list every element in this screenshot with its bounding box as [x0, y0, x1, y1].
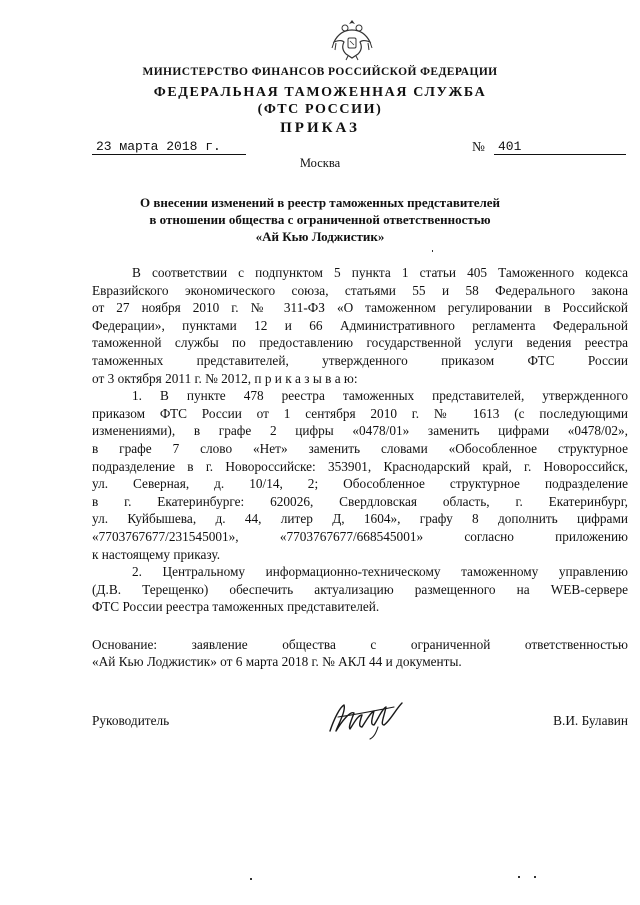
text-line: ул. Северная, д. 10/14, 2; Обособленное структурное подразделение — [92, 476, 628, 492]
item-1-paragraph — [92, 387, 628, 563]
text-line: Основание: заявление общества с ограниченной ответственностью — [92, 636, 628, 652]
order-subject — [0, 194, 640, 245]
signature-block — [92, 705, 628, 745]
text-line: таможенных представителей, утвержденного приказом ФТС России — [92, 352, 628, 368]
basis-paragraph — [92, 636, 628, 671]
preamble-paragraph — [92, 264, 628, 387]
order-number: 401 — [494, 139, 626, 155]
text-line: 1. В пункте 478 реестра таможенных представителей, утвержденного — [132, 388, 628, 404]
scan-speck — [518, 876, 520, 878]
text-line: (Д.В. Терещенко) обеспечить актуализацию размещенного на WEB-сервере — [92, 581, 628, 597]
service-name — [0, 84, 640, 118]
text-line: Евразийского экономического союза, статьями 55 и 58 Федерального закона — [92, 282, 628, 298]
scan-speck — [432, 250, 433, 252]
text-line: изменениями), в графе 2 цифры «0478/01» заменить цифрами «0478/02», — [92, 423, 628, 439]
text-line: в графе 7 слово «Нет» заменить словами «Обособленное структурное — [92, 440, 628, 456]
text-line: к настоящему приказу. — [92, 546, 221, 562]
item-2-paragraph — [92, 563, 628, 616]
text-line: Федерации», пунктами 12 и 66 Административного регламента Федеральной — [92, 317, 628, 333]
subject-line: в отношении общества с ограниченной ответственностью — [149, 212, 491, 227]
service-name-line2: (ФТС РОССИИ) — [257, 102, 383, 117]
text-line: В соответствии с подпунктом 5 пункта 1 статьи 405 Таможенного кодекса — [132, 265, 628, 280]
ministry-name: МИНИСТЕРСТВО ФИНАНСОВ РОССИЙСКОЙ ФЕДЕРАЦИИ — [142, 66, 498, 78]
subject-line: О внесении изменений в реестр таможенных представителей — [139, 195, 501, 210]
signatory-role: Руководитель — [92, 713, 170, 728]
text-line: от 3 октября 2011 г. № 2012, п р и к а з ы в а ю: — [92, 370, 358, 386]
text-line: от 27 ноября 2010 г. № 311-ФЗ «О таможенном регулировании в Российской — [92, 300, 628, 316]
order-body — [92, 264, 628, 671]
document-type-title: ПРИКАЗ — [280, 120, 360, 136]
text-line: подразделение в г. Новороссийске: 353901, Краснодарский край, г. Новороссийск, — [92, 458, 628, 474]
subject-line: «Ай Кью Лоджистик» — [255, 229, 385, 244]
handwritten-signature — [324, 697, 406, 741]
signatory-name: В.И. Булавин — [553, 713, 628, 728]
scan-speck — [250, 878, 252, 880]
text-line: «Ай Кью Лоджистик» от 6 марта 2018 г. № АКЛ 44 и документы. — [92, 654, 462, 670]
spacer — [92, 616, 628, 636]
text-line: ФТС России реестра таможенных представителей. — [92, 599, 380, 615]
order-date: 23 марта 2018 г. — [92, 139, 246, 155]
order-number-sign: № — [472, 139, 485, 154]
text-line: 2. Центральному информационно-техническому таможенному управлению — [132, 564, 628, 580]
order-city: Москва — [299, 156, 341, 170]
text-line: ул. Куйбышева, д. 44, литер Д, 1604», графу 8 дополнить цифрами — [92, 511, 628, 527]
scan-speck — [534, 876, 536, 878]
service-name-line1: ФЕДЕРАЛЬНАЯ ТАМОЖЕННАЯ СЛУЖБА — [153, 85, 487, 100]
text-line: «7703767677/231545001», «7703767677/668545001» согласно приложению — [92, 528, 628, 544]
coat-of-arms-emblem — [330, 16, 374, 62]
text-line: в г. Екатеринбурге: 620026, Свердловская область, г. Екатеринбург, — [92, 493, 628, 509]
text-line: приказом ФТС России от 1 сентября 2010 г. № 1613 (с последующими — [92, 405, 628, 421]
text-line: таможенной службы по предоставлению государственной услуги ведения реестра — [92, 335, 628, 351]
